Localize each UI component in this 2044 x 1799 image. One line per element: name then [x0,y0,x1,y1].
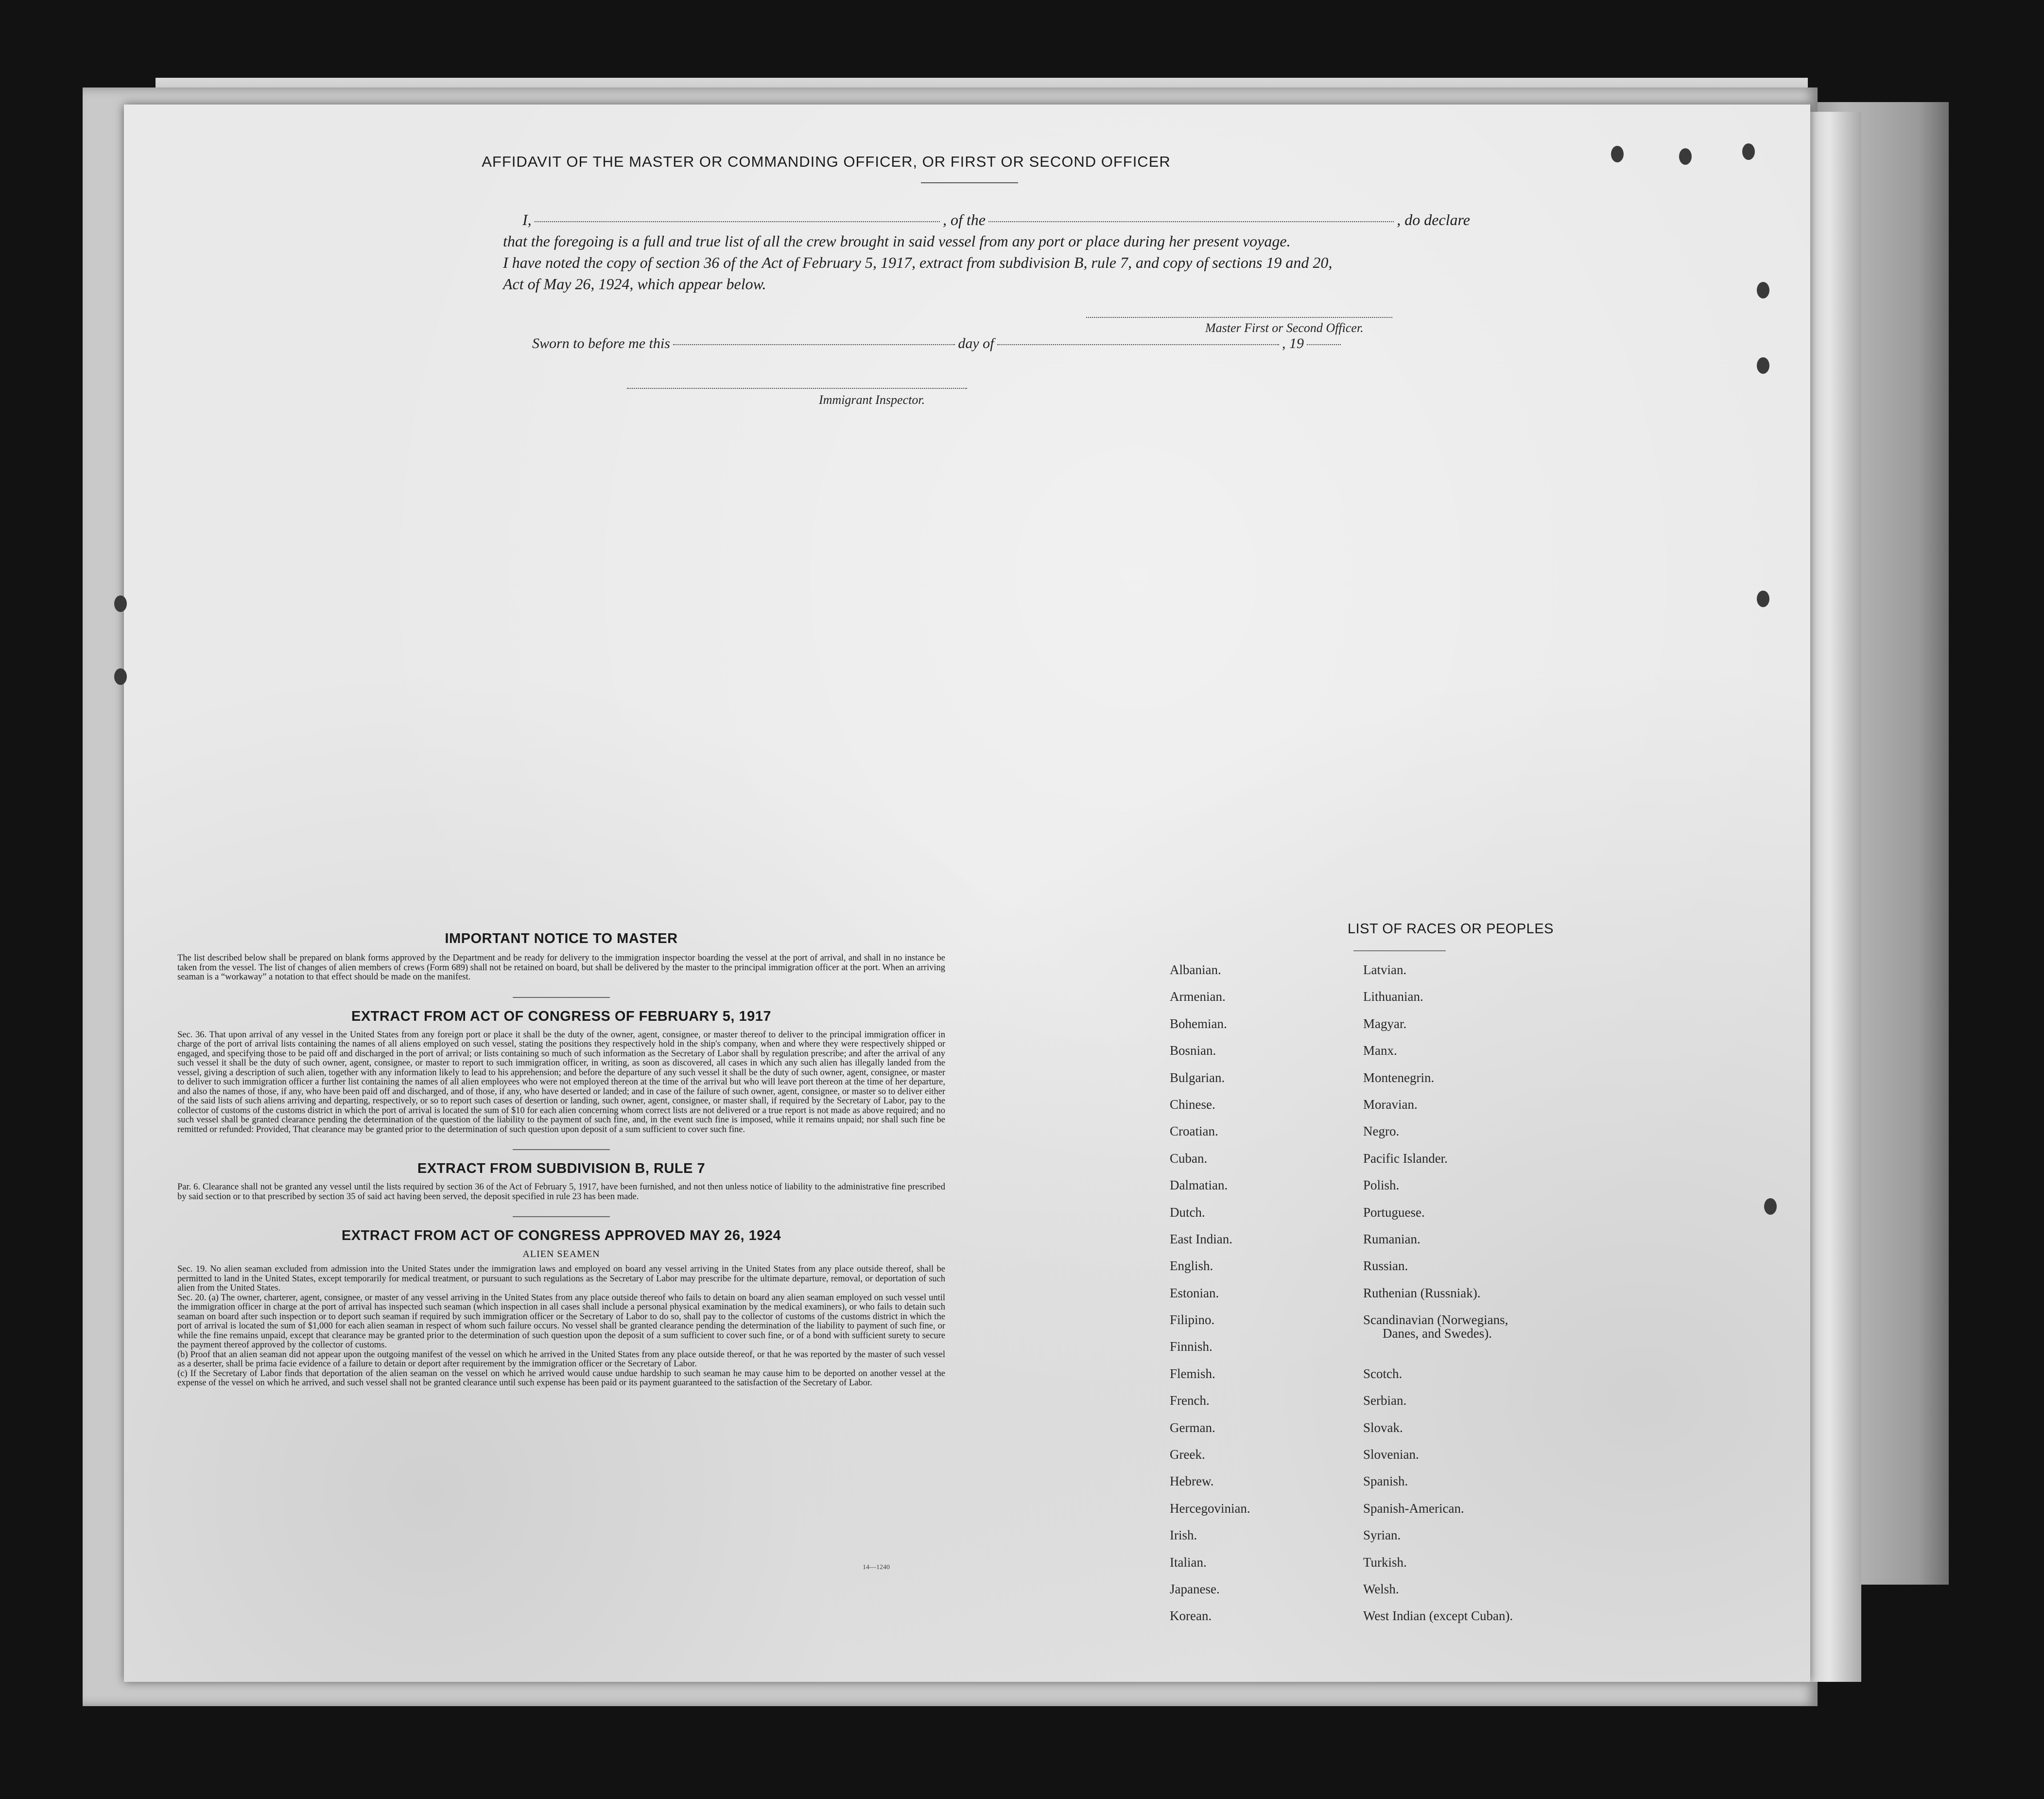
race-item: Slovenian. [1363,1447,1419,1462]
page-stack-right-edge [1808,112,1861,1682]
master-signature-line [1086,317,1392,318]
section-20b-text: (b) Proof that an alien seaman did not appear upon the outgoing manifest of the vessel on which he arrived in the United States from any place outside thereof, or that he was reported by the master of such vessel as a deserter, shall be prima facie evidence of a failure to detain or deport after requirement by the immigration officer or the Secretary of Labor. [177,1349,945,1369]
race-item: Flemish. [1170,1366,1215,1381]
notice-body: The list described below shall be prepared on blank forms approved by the Department and be ready for delivery to the immigration inspector boarding the vessel at the port of arrival, and shall in no instance be taken from the vessel. The list of changes of alien members of crews (Form 689) shall not be retained on board, but shall be delivered by the master to the principal immigration officer at the port. When an arriving seaman is a “workaway” a notation to that effect should be made on the manifest. [177,953,945,982]
inspector-signature-line [627,388,967,389]
punch-hole [1757,591,1769,607]
race-item: Croatian. [1170,1124,1218,1139]
document-page [124,105,1810,1682]
race-item: West Indian (except Cuban). [1363,1608,1513,1624]
race-item: Ruthenian (Russniak). [1363,1285,1481,1300]
races-right-column [1363,962,1655,1636]
race-item: Dutch. [1170,1205,1205,1220]
section-rule [513,1216,610,1217]
race-item: Pacific Islander. [1363,1151,1448,1166]
race-item: Syrian. [1363,1528,1401,1543]
race-item: Bosnian. [1170,1043,1216,1058]
punch-hole [1757,282,1769,298]
extract-1917-title: EXTRACT FROM ACT OF CONGRESS OF FEBRUARY 5, 1917 [351,1008,772,1024]
race-item: Bohemian. [1170,1016,1227,1031]
extract-1924-title: EXTRACT FROM ACT OF CONGRESS APPROVED MAY 26, 1924 [341,1228,781,1243]
vessel-blank [988,221,1394,222]
race-item: Filipino. [1170,1312,1215,1327]
punch-hole [1679,148,1692,165]
race-item: German. [1170,1420,1215,1435]
race-item: Portuguese. [1363,1205,1425,1220]
race-item: Finnish. [1170,1339,1213,1354]
year-prefix: , 19 [1282,335,1304,351]
race-item: Armenian. [1170,989,1226,1004]
race-item: Polish. [1363,1178,1400,1193]
race-item: Scotch. [1363,1366,1403,1381]
race-item: Albanian. [1170,962,1221,977]
race-item: French. [1170,1393,1210,1408]
race-item: Russian. [1363,1258,1408,1274]
punch-hole [1611,146,1624,162]
race-item: Manx. [1363,1043,1397,1058]
rule-7-body: Par. 6. Clearance shall not be granted any vessel until the lists required by section 36 of the Act of February 5, 1917, have been furnished, and not then unless notice of liability to the administrative fine prescribed by said section or to that prescribed by section 35 of said act having been served, the deposit specified in rule 23 has been made. [177,1182,945,1202]
section-20c-text: (c) If the Secretary of Labor finds that deportation of the alien seaman on the vessel on which he arrived would cause undue hardship to such seaman he may cause him to be deported on another vessel at the expense of the vessel on which he arrived, and such vessel shall not be granted clearance until such expense has been paid or its payment guaranteed to the satisfaction of the Secretary of Labor. [177,1368,945,1388]
race-item: Hercegovinian. [1170,1501,1250,1516]
affidavit-line-4: Act of May 26, 1924, which appear below. [503,275,766,293]
race-item: Slovak. [1363,1420,1403,1435]
day-blank [673,344,955,345]
race-item: Cuban. [1170,1151,1208,1166]
section-20a-text: Sec. 20. (a) The owner, charterer, agent, consignee, or master of any vessel arriving in the United States from any place outside thereof who fails to detain on board any alien seaman employed on such vessel until the immigration officer in charge at the port of arrival has inspected such seaman (which inspection in all cases shall include a personal physical examination by the medical examiners), or who fails to detain such seaman on board after such inspection or to deport such seaman if required by such immigration officer or the Secretary of Labor to do so, shall pay to the collector of customs of the customs district in which the port of arrival is located the sum of $1,000 for each alien seaman in respect of whom such failure occurs. No vessel shall be granted clearance pending the determination of the liability to payment of such fine, or while the fine remains unpaid, except that clearance may be granted prior to the determination of such question upon the deposit of a sum sufficient to cover such fine, or of a bond with sufficient surety to secure the payment thereof approved by the collector of customs. [177,1292,945,1350]
form-number: 14—1240 [863,1564,890,1571]
punch-hole [114,595,127,612]
rule-7-title: EXTRACT FROM SUBDIVISION B, RULE 7 [417,1161,706,1176]
race-item: Italian. [1170,1554,1207,1570]
race-item: Montenegrin. [1363,1070,1435,1085]
race-item: Turkish. [1363,1554,1407,1570]
affidavit-line-2: that the foregoing is a full and true list of all the crew brought in said vessel from any port or place during her present voyage. [503,232,1291,250]
race-item: Spanish. [1363,1474,1408,1489]
race-item: Chinese. [1170,1097,1215,1112]
affidavit-body [503,209,1470,295]
race-item: Greek. [1170,1447,1205,1462]
race-item: Dalmatian. [1170,1178,1228,1193]
vessel-prefix: , of the [942,211,986,228]
title-rule [921,182,1018,183]
punch-hole [1764,1198,1777,1215]
race-item: English. [1170,1258,1213,1274]
race-item: Hebrew. [1170,1474,1214,1489]
race-item: Estonian. [1170,1285,1219,1300]
notice-column [177,931,945,1388]
race-item: Rumanian. [1363,1231,1420,1246]
month-blank [997,344,1279,345]
race-item: Lithuanian. [1363,989,1423,1004]
race-item: Japanese. [1170,1581,1220,1596]
race-item: Danes, and Swedes). [1383,1326,1492,1341]
master-signature-label: Master First or Second Officer. [1205,321,1364,335]
race-item: Moravian. [1363,1097,1418,1112]
section-19-text: Sec. 19. No alien seaman excluded from admission into the United States under the immigration laws and employed on board any vessel arriving in the United States from any place outside thereof, shall be permitted to land in the United States, except temporarily for medical treatment, or pursuant to such regulations as the Secretary of Labor may prescribe for the ultimate departure, removal, or deportation of such alien from the United States. [177,1264,945,1293]
declarant-line [503,209,1470,230]
sworn-prefix: Sworn to before me this [532,335,670,351]
punch-hole [114,668,127,685]
race-item: Welsh. [1363,1582,1399,1596]
sworn-line [532,335,1344,352]
declarant-prefix: I, [522,211,532,228]
race-item: Latvian. [1363,962,1407,977]
race-item: East Indian. [1170,1231,1232,1246]
section-rule [513,1149,610,1150]
race-item: Irish. [1170,1528,1197,1543]
inspector-signature-label: Immigrant Inspector. [819,393,925,407]
race-item: Korean. [1170,1608,1212,1624]
races-title: LIST OF RACES OR PEOPLES [1347,921,1554,937]
races-left-column [1170,962,1345,1636]
name-blank [535,221,940,222]
race-item: Serbian. [1363,1393,1407,1408]
race-item: Bulgarian. [1170,1070,1225,1085]
punch-hole [1742,143,1755,160]
section-rule [513,997,610,998]
extract-1917-body: Sec. 36. That upon arrival of any vessel in the United States from any foreign port or place it shall be the duty of the owner, agent, consignee, or master thereof to deliver to the principal immigration officer in charge of the port of arrival lists containing the names of all aliens employed on such vessel, stating the positions they respectively hold in the ship's company, when and where they were respectively shipped or engaged, and specifying those to be paid off and discharged in the port of arrival; or lists containing so much of such information as the Secretary of Labor shall by regulation prescribe; and after the arrival of any such vessel it shall be the duty of such owner, agent, consignee, or master to report to such immigration officer, in writing, as soon as discovered, all cases in which any such alien has illegally landed from the vessel, giving a description of such alien, together with any information likely to lead to his apprehension; and before the departure of any such vessel it shall be the duty of such owner, agent, consignee, or master to deliver to such immigration officer a further list containing the names of all alien employees who were not employed thereon at the time of the arrival but who will leave port thereon at the time of her departure, and also the names of those, if any, who have been paid off and discharged, and of those, if any, who have deserted or landed; and in case of the failure of such owner, agent, consignee, or master so to deliver either of the said lists of such aliens arriving and departing, respectively, or so to report such cases of desertion or landing, such owner, agent, consignee, or master shall, if required by the Secretary of Labor, pay to the collector of customs of the customs district in which the port of arrival is located the sum of $10 for each alien concerning whom correct lists are not delivered or a true report is not made as above required; and no such vessel shall be granted clearance pending the determination of the question of the liability to the payment of such fine, and, in the event such fine is imposed, while it remains unpaid; nor shall such fine be remitted or refunded: Provided, That clearance may be granted prior to the determination of such question upon deposit of a sum sufficient to cover such fine. [177,1030,945,1135]
punch-hole [1757,357,1769,374]
races-rule [1353,950,1446,951]
race-item: Scandinavian (Norwegians, [1363,1312,1508,1327]
alien-seamen-subtitle: ALIEN SEAMEN [522,1249,600,1259]
race-item: Negro. [1363,1124,1400,1139]
notice-title: IMPORTANT NOTICE TO MASTER [445,931,678,946]
year-blank [1307,344,1341,345]
day-of-label: day of [958,335,994,351]
race-item: Magyar. [1363,1016,1407,1031]
affidavit-title: AFFIDAVIT OF THE MASTER OR COMMANDING OFFICER, OR FIRST OR SECOND OFFICER [482,153,1171,170]
declare-suffix: , do declare [1397,211,1470,228]
race-item: Spanish-American. [1363,1501,1464,1516]
affidavit-line-3: I have noted the copy of section 36 of the Act of February 5, 1917, extract from subdivision B, rule 7, and copy of sections 19 and 20, [503,254,1333,271]
